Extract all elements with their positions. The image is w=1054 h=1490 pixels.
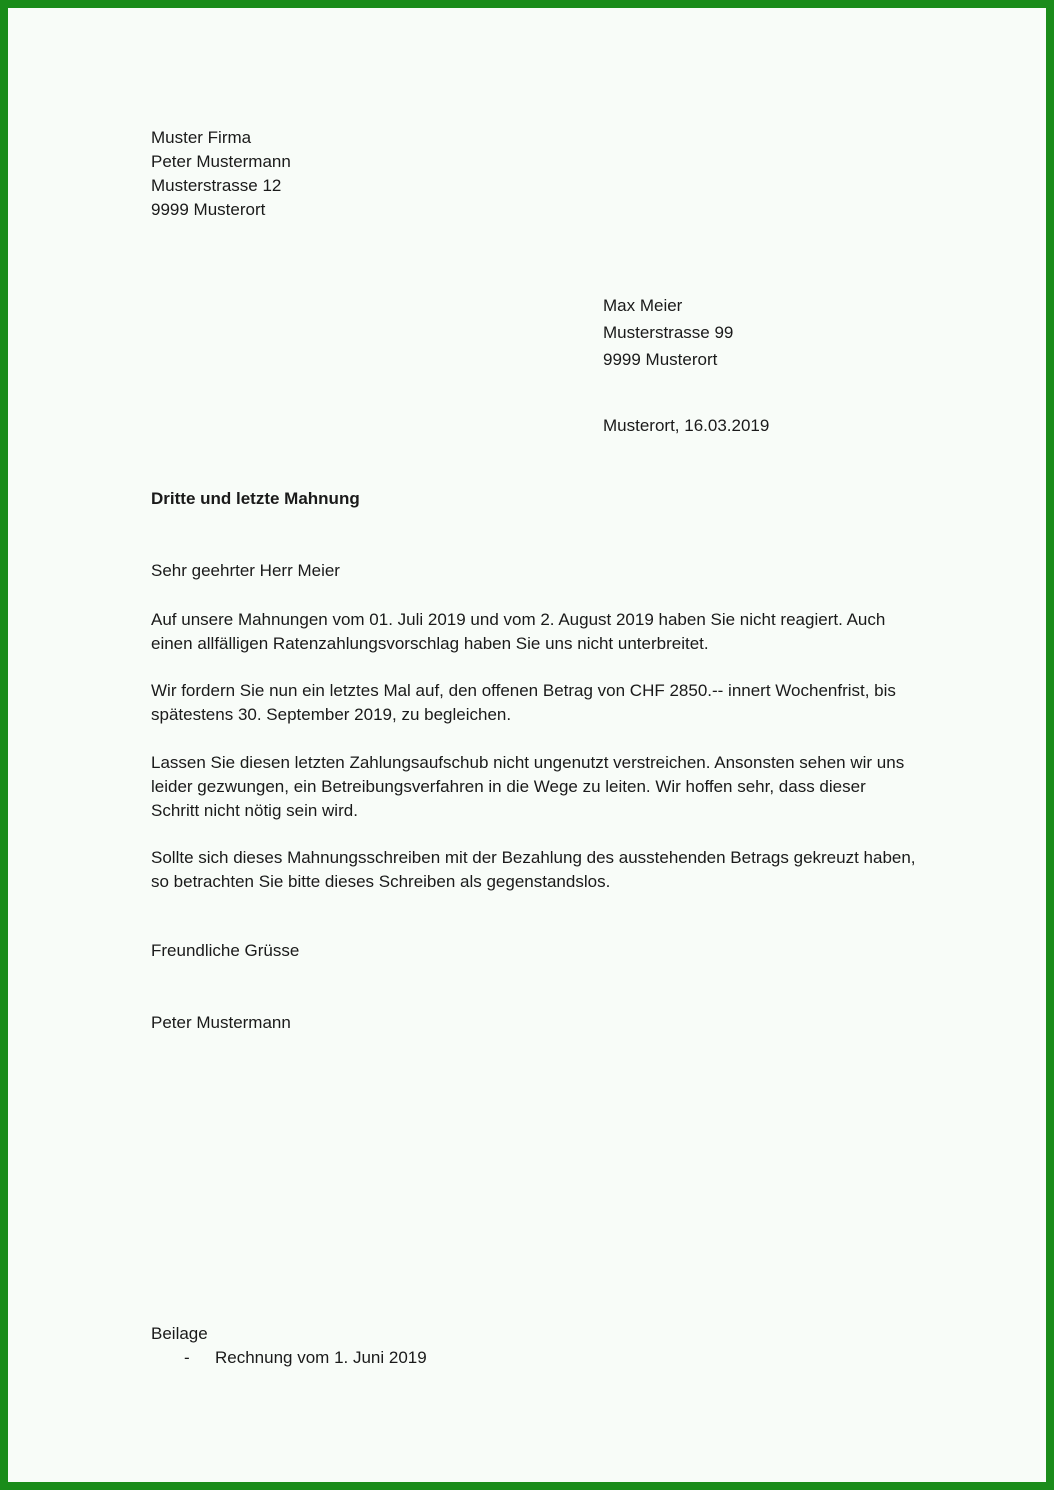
recipient-city: 9999 Musterort <box>603 350 718 369</box>
paragraph-line: Wir fordern Sie nun ein letztes Mal auf, den offenen Betrag von CHF 2850.-- innert Wochenfrist, bis <box>151 681 896 700</box>
sender-address <box>151 126 291 222</box>
paragraph-line: Sollte sich dieses Mahnungsschreiben mit der Bezahlung des ausstehenden Betrags gekreuzt haben, <box>151 848 916 867</box>
sender-name: Peter Mustermann <box>151 152 291 171</box>
body-paragraph-1 <box>151 608 951 656</box>
paragraph-line: leider gezwungen, ein Betreibungsverfahren in die Wege zu leiten. Wir hoffen sehr, dass dieser <box>151 777 866 796</box>
salutation: Sehr geehrter Herr Meier <box>151 561 340 580</box>
closing-greeting: Freundliche Grüsse <box>151 941 300 960</box>
paragraph-line: einen allfälligen Ratenzahlungsvorschlag haben Sie uns nicht unterbreitet. <box>151 634 709 653</box>
sender-street: Musterstrasse 12 <box>151 176 282 195</box>
recipient-street: Musterstrasse 99 <box>603 323 734 342</box>
body-paragraph-3 <box>151 751 951 823</box>
body-paragraph-2 <box>151 679 951 727</box>
sender-city: 9999 Musterort <box>151 200 266 219</box>
recipient-name: Max Meier <box>603 296 683 315</box>
paragraph-line: Lassen Sie diesen letzten Zahlungsaufschub nicht ungenutzt verstreichen. Ansonsten sehen wir uns <box>151 753 905 772</box>
enclosure-bullet: - <box>184 1348 190 1367</box>
sender-company: Muster Firma <box>151 128 252 147</box>
enclosure-label: Beilage <box>151 1324 208 1343</box>
paragraph-line: spätestens 30. September 2019, zu begleichen. <box>151 705 512 724</box>
letter-subject: Dritte und letzte Mahnung <box>151 489 360 508</box>
paragraph-line: Auf unsere Mahnungen vom 01. Juli 2019 und vom 2. August 2019 haben Sie nicht reagiert. Auch <box>151 610 886 629</box>
date-line: Musterort, 16.03.2019 <box>603 416 770 435</box>
paragraph-line: Schritt nicht nötig sein wird. <box>151 801 358 820</box>
recipient-address <box>603 292 733 373</box>
enclosure-item <box>151 1346 427 1370</box>
signature-name: Peter Mustermann <box>151 1013 291 1032</box>
body-paragraph-4 <box>151 846 951 894</box>
paragraph-line: so betrachten Sie bitte dieses Schreiben als gegenstandslos. <box>151 872 611 891</box>
enclosure-section <box>151 1322 427 1370</box>
enclosure-item-text: Rechnung vom 1. Juni 2019 <box>215 1348 427 1367</box>
